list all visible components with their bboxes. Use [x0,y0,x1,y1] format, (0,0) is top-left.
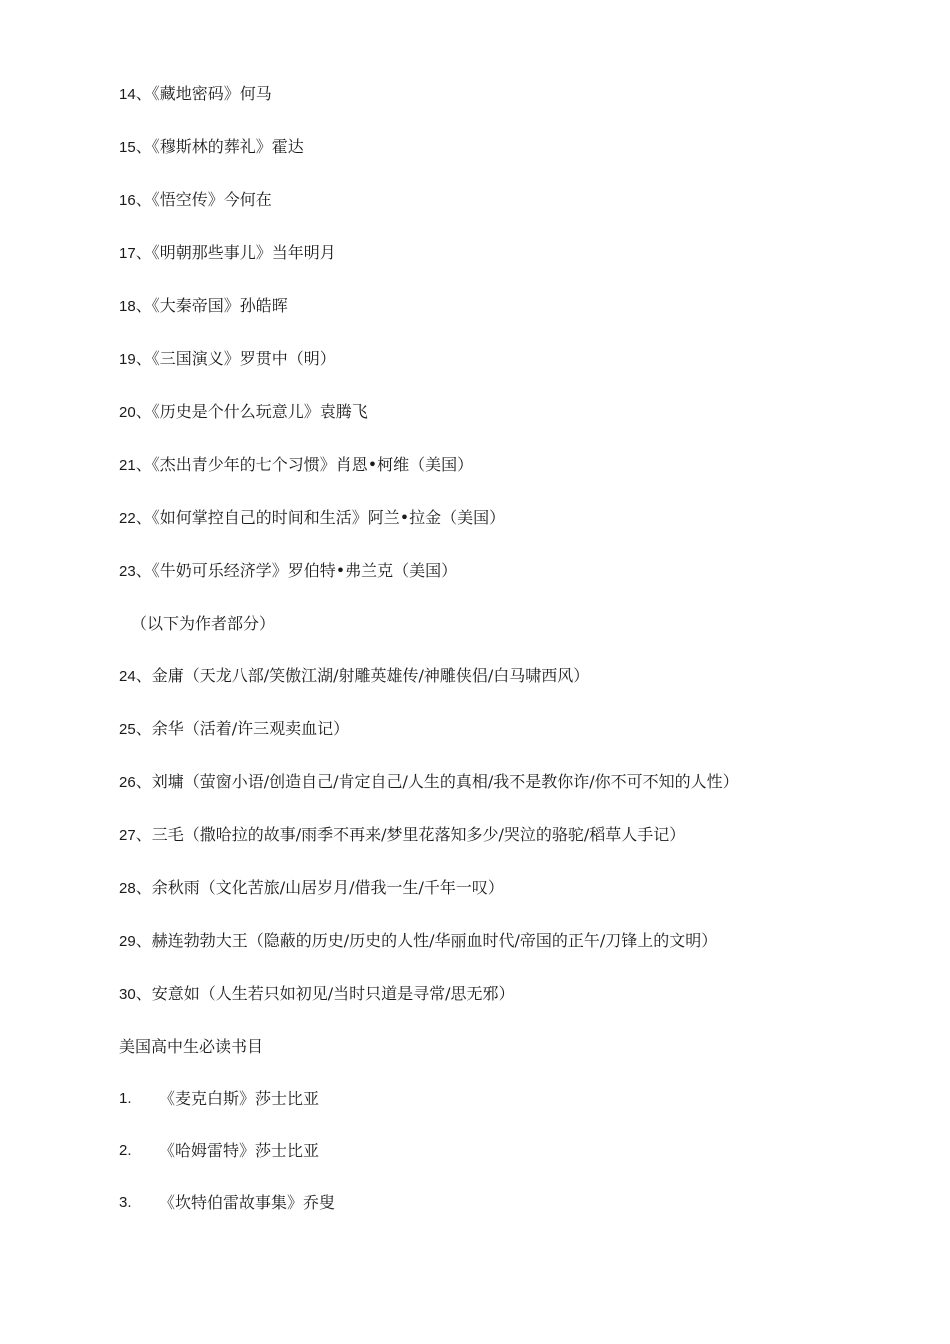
item-text: 、《明朝那些事儿》当年明月 [135,243,336,262]
section-heading: 美国高中生必读书目 [119,1037,264,1056]
item-number: 27 [119,827,136,844]
item-text: 、刘墉（萤窗小语/创造自己/肯定自己/人生的真相/我不是教你诈/你不可不知的人性） [135,772,739,791]
item-text: 、《穆斯林的葬礼》霍达 [135,137,304,156]
item-number: 2. [119,1142,132,1159]
item-number: 1. [119,1090,132,1107]
item-number: 20 [119,404,136,421]
list-item [119,665,819,688]
item-text: 、三毛（撒哈拉的故事/雨季不再来/梦里花落知多少/哭泣的骆驼/稻草人手记） [135,825,686,844]
item-text: 、《牛奶可乐经济学》罗伯特•弗兰克（美国） [135,561,458,580]
list-item [119,1140,819,1162]
list-item [119,507,819,530]
list-item [119,771,819,794]
item-text: 、《如何掌控自己的时间和生活》阿兰•拉金（美国） [135,508,506,527]
item-number: 19 [119,351,136,368]
item-number: 26 [119,774,136,791]
item-text: 《哈姆雷特》莎士比亚 [159,1141,320,1160]
item-text: 、《大秦帝国》孙皓晖 [135,296,288,315]
list-item [119,242,819,265]
authors-section-note: （以下为作者部分） [131,614,276,633]
list-item [119,189,819,212]
item-number: 15 [119,139,136,156]
list-item [119,348,819,371]
item-number: 14 [119,86,136,103]
list-item [119,877,819,900]
item-number: 17 [119,245,136,262]
item-number: 3. [119,1194,132,1211]
item-text: 、安意如（人生若只如初见/当时只道是寻常/思无邪） [135,984,515,1003]
list-item [119,401,819,424]
item-number: 24 [119,668,136,685]
item-text: 、《藏地密码》何马 [135,84,272,103]
document-body [119,83,819,1244]
list-item [119,136,819,159]
item-text: 、赫连勃勃大王（隐蔽的历史/历史的人性/华丽血时代/帝国的正午/刀锋上的文明） [135,931,718,950]
item-text: 、金庸（天龙八部/笑傲江湖/射雕英雄传/神雕侠侣/白马啸西风） [135,666,590,685]
item-number: 30 [119,986,136,1003]
item-text: 《麦克白斯》莎士比亚 [159,1089,320,1108]
item-text: 、《悟空传》今何在 [135,190,272,209]
list-item [119,83,819,106]
item-number: 25 [119,721,136,738]
item-text: 、余秋雨（文化苦旅/山居岁月/借我一生/千年一叹） [135,878,504,897]
item-number: 23 [119,563,136,580]
list-item [119,1088,819,1110]
list-item [119,983,819,1006]
item-number: 16 [119,192,136,209]
item-text: 、《杰出青少年的七个习惯》肖恩•柯维（美国） [135,455,474,474]
list-item [119,930,819,953]
item-text: 、余华（活着/许三观卖血记） [135,719,350,738]
item-text: 、《历史是个什么玩意儿》袁腾飞 [135,402,368,421]
item-number: 18 [119,298,136,315]
list-item [119,454,819,477]
item-text: 《坎特伯雷故事集》乔叟 [159,1193,336,1212]
item-number: 28 [119,880,136,897]
item-number: 22 [119,510,136,527]
list-item [119,718,819,741]
item-number: 29 [119,933,136,950]
list-item [119,560,819,583]
item-text: 、《三国演义》罗贯中（明） [135,349,336,368]
list-item [119,295,819,318]
list-item [119,1192,819,1214]
list-item [119,824,819,847]
item-number: 21 [119,457,136,474]
